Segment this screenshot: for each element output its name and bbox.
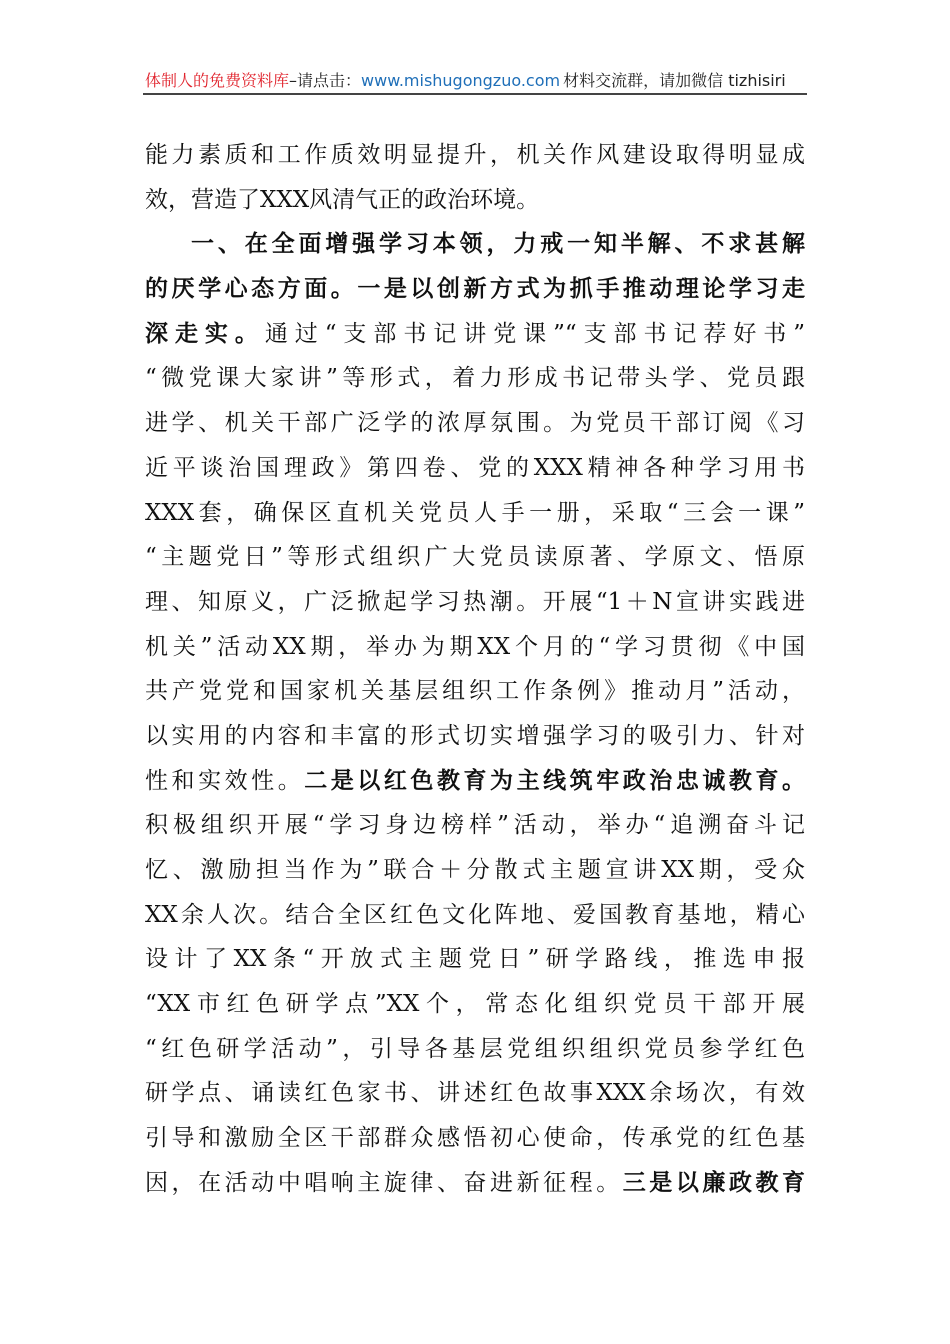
text-line [145,714,805,759]
text-line [145,1071,805,1116]
text-segment: XX余人次。结合全区红色文化阵地、爱国教育基地，精心 [145,901,805,928]
text-line [145,446,805,491]
text-line [145,312,805,357]
text-line [145,982,805,1027]
text-segment: 性和实效性。 [145,767,305,794]
text-segment: 近平谈治国理政》第四卷、党的XXX精神各种学习用书 [145,454,805,481]
text-segment: 设计了XX条“开放式主题党日”研学路线，推选申报 [145,946,805,973]
text-line [145,937,805,982]
text-segment: 共产党党和国家机关基层组织工作条例》推动月”活动， [145,678,805,705]
text-segment: 效，营造了XXX风清气正的政治环境。 [145,186,540,213]
text-segment: 因，在活动中唱响主旋律、奋进新征程。 [145,1169,623,1196]
text-line [145,759,805,804]
text-line [145,1027,805,1072]
header-divider [143,93,807,95]
text-line [145,1161,805,1206]
text-line [145,491,805,536]
text-segment: 理、知原义，广泛掀起学习热潮。开展“1＋N宣讲实践进 [145,588,805,615]
text-line [145,535,805,580]
text-segment: 进学、机关干部广泛学的浓厚氛围。为党员干部订阅《习 [145,410,805,437]
text-line [145,178,805,223]
text-segment: “微党课大家讲”等形式，着力形成书记带头学、党员跟 [145,365,805,392]
text-line [145,222,805,267]
header-prompt: –请点击： [289,71,362,90]
text-line [145,1116,805,1161]
text-line [145,133,805,178]
page-header [145,68,805,94]
text-segment: XXX套，确保区直机关党员人手一册，采取“三会一课” [145,499,805,526]
text-line [145,625,805,670]
text-line [145,803,805,848]
text-segment: “红色研学活动”，引导各基层党组织组织党员参学红色 [145,1035,805,1062]
text-segment: “XX市红色研学点”XX个，常态化组织党员干部开展 [145,991,805,1018]
text-segment: 引导和激励全区干部群众感悟初心使命，传承党的红色基 [145,1125,805,1152]
bold-text-segment: 深走实。 [145,320,265,347]
text-segment: 以实用的内容和丰富的形式切实增强学习的吸引力、针对 [145,722,805,749]
header-contact: 材料交流群，请加微信 tizhisiri [563,71,786,90]
text-segment: 积极组织开展“学习身边榜样”活动，举办“追溯奋斗记 [145,812,805,839]
text-line [145,669,805,714]
text-segment: “主题党日”等形式组织广大党员读原著、学原文、悟原 [145,544,805,571]
text-line [145,580,805,625]
text-line [145,267,805,312]
bold-text-segment: 的厌学心态方面。一是以创新方式为抓手推动理论学习走 [145,276,805,303]
bold-text-segment: 一、在全面增强学习本领，力戒一知半解、不求甚解 [191,231,805,258]
text-segment: 通过“支部书记讲党课”“支部书记荐好书” [264,320,805,347]
text-line [145,356,805,401]
text-segment: 机关”活动XX期，举办为期XX个月的“学习贯彻《中国 [145,633,805,660]
bold-text-segment: 三是以廉政教育 [622,1169,805,1196]
header-url-link[interactable]: www.mishugongzuo.com [361,71,561,90]
header-brand: 体制人的免费资料库 [145,71,290,90]
bold-text-segment: 二是以红色教育为主线筑牢政治忠诚教育。 [304,767,805,794]
text-segment: 能力素质和工作质效明显提升，机关作风建设取得明显成 [145,142,805,168]
text-segment: 研学点、诵读红色家书、讲述红色故事XXX余场次，有效 [145,1080,805,1107]
text-line [145,893,805,938]
text-line [145,401,805,446]
text-line [145,848,805,893]
text-segment: 忆、激励担当作为”联合＋分散式主题宣讲XX期，受众 [145,857,805,883]
document-body [145,133,805,1206]
